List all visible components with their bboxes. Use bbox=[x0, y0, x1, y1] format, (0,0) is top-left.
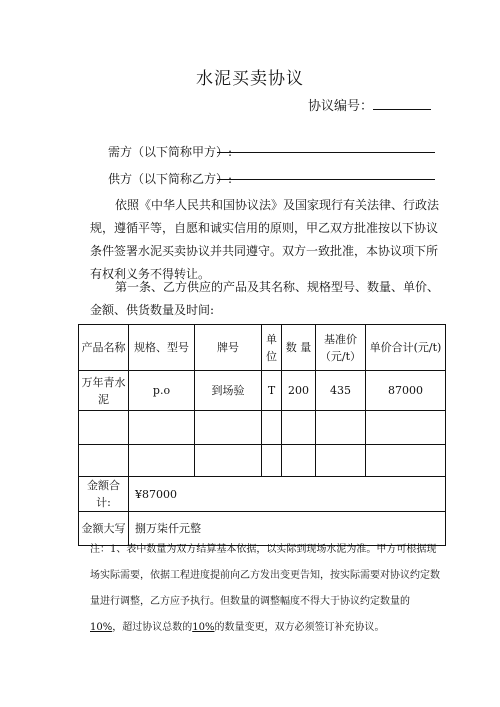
header-base-price: 基准价（元/t） bbox=[316, 325, 366, 371]
cell-quantity: 200 bbox=[282, 371, 316, 411]
header-brand: 牌号 bbox=[195, 325, 262, 371]
agreement-number-blank bbox=[373, 98, 431, 110]
preamble-paragraph bbox=[90, 194, 440, 286]
total-amount-value: ¥87000 bbox=[129, 477, 446, 512]
header-product-name: 产品名称 bbox=[79, 325, 129, 371]
seller-label: 供方（以下简称乙方）: bbox=[108, 172, 233, 186]
total-amount-row bbox=[79, 477, 446, 512]
cell-product-name: 万年青水泥 bbox=[79, 371, 129, 411]
agreement-number-label: 协议编号： bbox=[308, 99, 374, 114]
note-paragraph bbox=[90, 537, 442, 641]
cell-unit: T bbox=[262, 371, 282, 411]
note-percent-1: 10% bbox=[90, 622, 113, 633]
table-row bbox=[79, 371, 446, 411]
note-text-3: 的数量变更，双方必须签订补充协议。 bbox=[214, 622, 385, 633]
buyer-label: 需方（以下简称甲方）: bbox=[108, 145, 233, 159]
header-quantity: 数 量 bbox=[282, 325, 316, 371]
preamble-text: 依照《中华人民共和国协议法》及国家现行有关法律、行政法规，遵循平等，自愿和诚实信用的原则，甲乙双方批准按以下协议条件签署水泥买卖协议并共同遵守。双方一致批准，本协议项下所有权利义务不得转让。 bbox=[90, 198, 440, 281]
total-amount-label: 金额合计: bbox=[79, 477, 129, 512]
cell-spec-model: p.o bbox=[129, 371, 195, 411]
cell-base-price: 435 bbox=[316, 371, 366, 411]
seller-blank-line bbox=[217, 179, 435, 180]
document-title: 水泥买卖协议 bbox=[196, 69, 304, 89]
note-text-1: 注：1、表中数量为双方结算基本依据，以实际到现场水泥为准。甲方可根据现场实际需要，依据工程进度提前向乙方发出变更告知，按实际需要对协议约定数量进行调整，乙方应予执行。但数量的调整幅度不得大于协议约定数量的 bbox=[90, 544, 440, 607]
buyer-blank-line bbox=[217, 152, 435, 153]
amount-in-words-value: 捌万柒仟元整 bbox=[129, 512, 446, 546]
table-row-empty bbox=[79, 445, 446, 477]
header-spec-model: 规格、型号 bbox=[129, 325, 195, 371]
header-unit: 单位 bbox=[262, 325, 282, 371]
agreement-number bbox=[308, 95, 431, 114]
amount-in-words-label: 金额大写 bbox=[79, 512, 129, 546]
header-unit-price-total: 单价合计(元/t) bbox=[366, 325, 446, 371]
goods-table bbox=[78, 324, 446, 546]
note-percent-2: 10% bbox=[192, 622, 215, 633]
cell-unit-price-total: 87000 bbox=[366, 371, 446, 411]
note-text-2: ，超过协议总数的 bbox=[112, 622, 193, 633]
cell-brand: 到场验 bbox=[195, 371, 262, 411]
article-1-paragraph bbox=[90, 276, 440, 322]
table-header-row bbox=[79, 325, 446, 371]
article-1-text: 第一条、乙方供应的产品及其名称、规格型号、数量、单价、金额、供货数量及时间: bbox=[90, 280, 440, 317]
table-row-empty bbox=[79, 411, 446, 445]
